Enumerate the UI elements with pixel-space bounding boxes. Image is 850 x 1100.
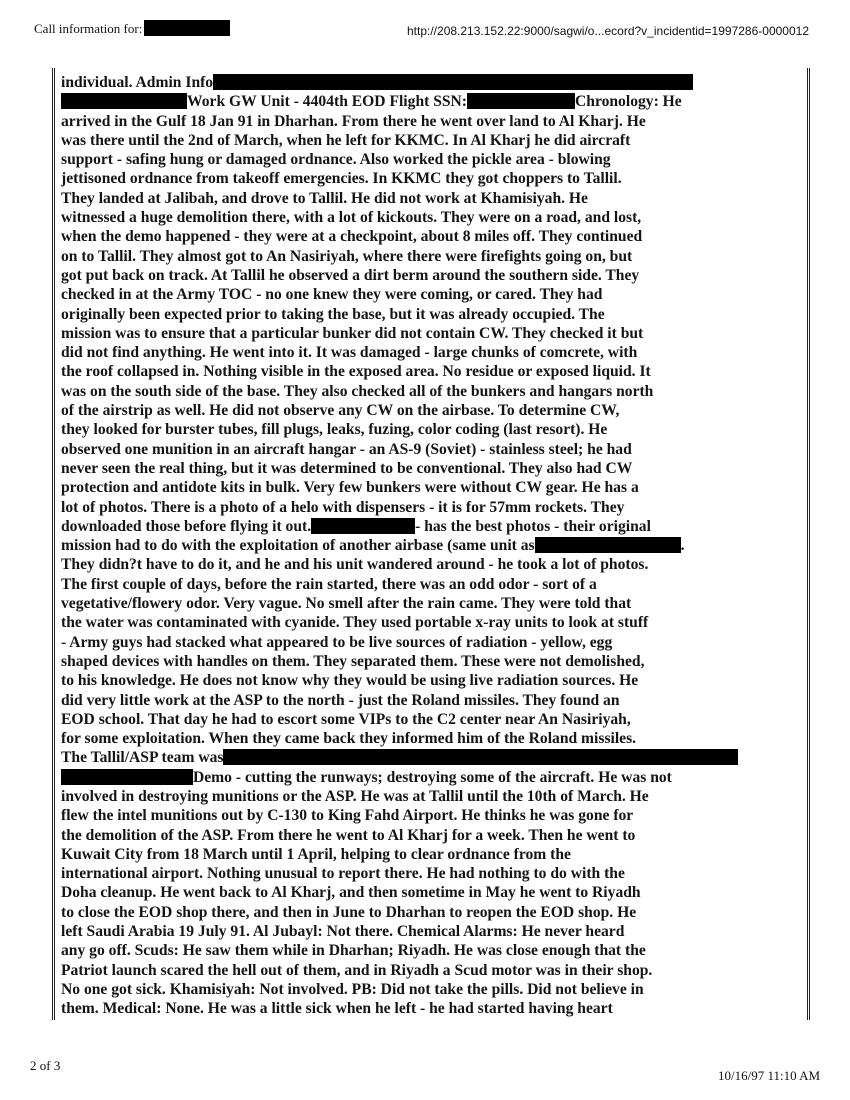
text-line: the demolition of the ASP. From there he went to Al Kharj for a week. Then he went to: [61, 826, 636, 844]
text-line: They landed at Jalibah, and drove to Tallil. He did not work at Khamisiyah. He: [61, 189, 588, 207]
redaction-bar: [213, 74, 693, 90]
text-line: on to Tallil. They almost got to An Nasiriyah, where there were firefights going on, but: [61, 247, 633, 265]
text-line: got put back on track. At Tallil he observed a dirt berm around the southern side. They: [61, 266, 640, 284]
text-line: the roof collapsed in. Nothing visible in the exposed area. No residue or exposed liquid. It: [61, 363, 651, 381]
redaction-bar: [535, 537, 681, 553]
text-line: EOD school. That day he had to escort some VIPs to the C2 center near An Nasiriyah,: [61, 710, 631, 728]
text-line: them. Medical: None. He was a little sick when he left - he had started having heart: [61, 1000, 613, 1018]
text-line: arrived in the Gulf 18 Jan 91 in Dharhan. From there he went over land to Al Kharj. He: [61, 112, 646, 130]
header-title: Call information for:: [34, 21, 143, 36]
text-line: did very little work at the ASP to the north - just the Roland missiles. They found an: [61, 691, 620, 709]
text-line: left Saudi Arabia 19 July 91. Al Jubayl: Not there. Chemical Alarms: He never heard: [61, 923, 625, 941]
text-line: shaped devices with handles on them. They separated them. These were not demolished,: [61, 652, 645, 670]
text-line: The first couple of days, before the rain started, there was an odd odor - sort of a: [61, 575, 597, 593]
text-line: Doha cleanup. He went back to Al Kharj, and then sometime in May he went to Riyadh: [61, 884, 641, 902]
redaction-bar: [223, 749, 738, 765]
redaction-bar: [311, 518, 415, 534]
text-line: flew the intel munitions out by C-130 to King Fahd Airport. He thinks he was gone for: [61, 807, 634, 825]
text-line: They didn?t have to do it, and he and his unit wandered around - he took a lot of photos.: [61, 556, 649, 574]
text-line: when the demo happened - they were at a checkpoint, about 8 miles off. They continued: [61, 228, 643, 246]
text-line: Kuwait City from 18 March until 1 April, helping to clear ordnance from the: [61, 845, 571, 863]
page-number: 2 of 3: [30, 1058, 61, 1073]
text-line: originally been expected prior to taking the base, but it was already occupied. The: [61, 305, 605, 323]
redaction-bar: [61, 93, 187, 109]
text-line: Demo - cutting the runways; destroying some of the aircraft. He was not: [61, 768, 801, 787]
text-line: they looked for burster tubes, fill plugs, leaks, fuzing, color coding (last resort). He: [61, 421, 608, 439]
text-line: the water was contaminated with cyanide. They used portable x-ray units to look at stuff: [61, 614, 649, 632]
text-line: international airport. Nothing unusual to report there. He had nothing to do with the: [61, 865, 625, 883]
text-line: of the airstrip as well. He did not observe any CW on the airbase. To determine CW,: [61, 402, 620, 420]
text-line: lot of photos. There is a photo of a helo with dispensers - it is for 57mm rockets. They: [61, 498, 625, 516]
text-line: involved in destroying munitions or the ASP. He was at Tallil until the 10th of March. He: [61, 787, 649, 805]
text-line: jettisoned ordnance from takeoff emergencies. In KKMC they got choppers to Tallil.: [61, 170, 622, 188]
text-line: to his knowledge. He does not know why they would be using live radiation sources. He: [61, 672, 639, 690]
text-line: vegetative/flowery odor. Very vague. No smell after the rain came. They were told that: [61, 595, 632, 613]
text-line: No one got sick. Khamisiyah: Not involved. PB: Did not take the pills. Did not believe in: [61, 980, 644, 998]
print-timestamp: 10/16/97 11:10 AM: [718, 1068, 821, 1083]
text-line: any go off. Scuds: He saw them while in Dharhan; Riyadh. He was close enough that the: [61, 942, 646, 960]
redaction-bar: [61, 769, 193, 785]
redaction-bar: [467, 93, 575, 109]
document-body: [61, 73, 801, 1019]
text-line: observed one munition in an aircraft hangar - an AS-9 (Soviet) - stainless steel; he had: [61, 440, 632, 458]
text-line: checked in at the Army TOC - no one knew they were coming, or cared. They had: [61, 286, 603, 304]
redaction-bar: [144, 20, 230, 36]
text-line: Patriot launch scared the hell out of them, and in Riyadh a Scud motor was in their shop.: [61, 961, 653, 979]
text-line: was on the south side of the base. They also checked all of the bunkers and hangars north: [61, 382, 654, 400]
text-line: downloaded those before flying it out. - has the best photos - their original: [61, 517, 651, 535]
text-line: did not find anything. He went into it. It was damaged - large chunks of comcrete, with: [61, 344, 638, 362]
text-line: protection and antidote kits in bulk. Very few bunkers were without CW gear. He has a: [61, 479, 639, 497]
text-line: for some exploitation. When they came back they informed him of the Roland missiles.: [61, 730, 637, 748]
text-line: Work GW Unit - 4404th EOD Flight SSN: Chronology: He: [61, 92, 801, 111]
text-line: individual. Admin Info: [61, 73, 801, 92]
call-info-header: [34, 20, 230, 37]
header-url: http://208.213.152.22:9000/sagwi/o...ecord?v_incidentid=1997286-0000012: [407, 24, 809, 38]
text-line: The Tallil/ASP team was: [61, 748, 801, 767]
text-line: support - safing hung or damaged ordnance. Also worked the pickle area - blowing: [61, 151, 611, 169]
text-line: never seen the real thing, but it was determined to be conventional. They also had CW: [61, 459, 633, 477]
text-line: mission was to ensure that a particular bunker did not contain CW. They checked it but: [61, 324, 644, 342]
text-line: witnessed a huge demolition there, with a lot of kickouts. They were on a road, and lost,: [61, 209, 642, 227]
text-line: to close the EOD shop there, and then in June to Dharhan to reopen the EOD shop. He: [61, 903, 637, 921]
text-line: - Army guys had stacked what appeared to be live sources of radiation - yellow, egg: [61, 633, 613, 651]
text-line: mission had to do with the exploitation of another airbase (same unit as .: [61, 537, 685, 555]
text-line: was there until the 2nd of March, when he left for KKMC. In Al Kharj he did aircraft: [61, 131, 631, 149]
